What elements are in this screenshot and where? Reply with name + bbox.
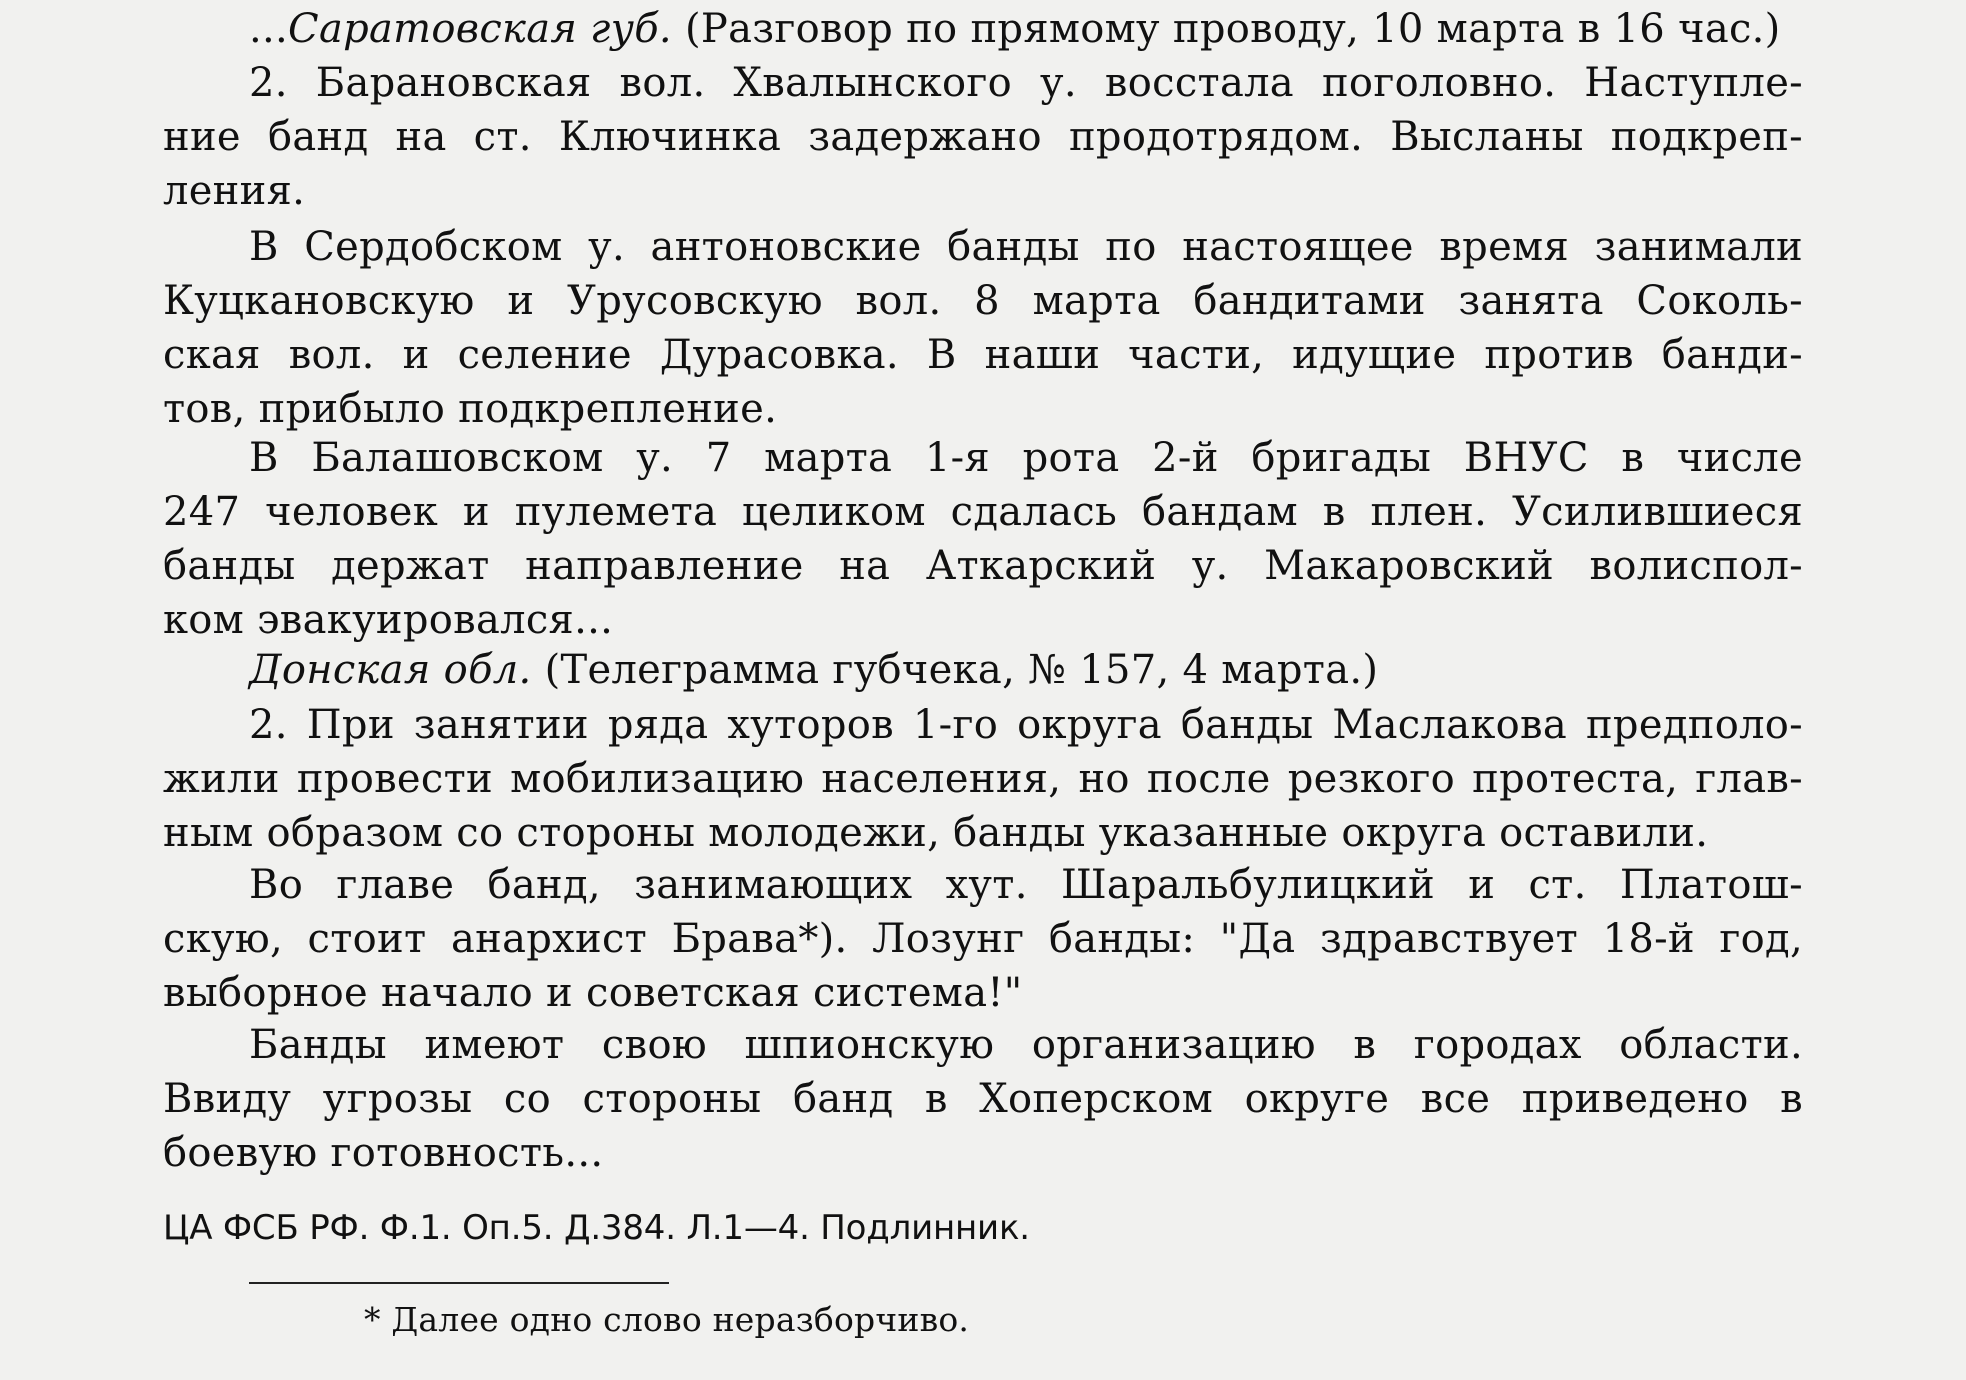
text-line: Куцкановскую и Урусовскую вол. 8 марта бандитами занята Соколь- — [163, 278, 1803, 324]
text-line: Ввиду угрозы со стороны банд в Хоперском округе все приведено в — [163, 1076, 1803, 1122]
text-line: 2. Барановская вол. Хвалынского у. восстала поголовно. Наступле- — [249, 60, 1803, 106]
text-line: Во главе банд, занимающих хут. Шаральбулицкий и ст. Платош- — [249, 862, 1803, 908]
paragraph-1 — [163, 56, 1803, 218]
text-line: ком эвакуировался... — [163, 597, 614, 643]
ellipsis: ... — [249, 6, 289, 52]
paragraph-6 — [163, 858, 1803, 1020]
paragraph-5 — [163, 698, 1803, 860]
archive-source-reference: ЦА ФСБ РФ. Ф.1. Оп.5. Д.384. Л.1—4. Подлинник. — [163, 1208, 1030, 1248]
text-line: банды держат направление на Аткарский у. Макаровский волиспол- — [163, 543, 1803, 589]
source-note: (Разговор по прямому проводу, 10 марта в 16 час.) — [671, 6, 1781, 52]
text-line: боевую готовность... — [163, 1130, 604, 1176]
text-line: скую, стоит анархист Брава*). Лозунг банды: "Да здравствует 18-й год, — [163, 916, 1803, 962]
paragraph-don-heading — [163, 643, 1889, 697]
text-line: В Сердобском у. антоновские банды по настоящее время занимали — [249, 224, 1803, 270]
text-line: жили провести мобилизацию населения, но после резкого протеста, глав- — [163, 756, 1803, 802]
text-line: Банды имеют свою шпионскую организацию в городах области. — [249, 1022, 1803, 1068]
text-line: ным образом со стороны молодежи, банды указанные округа оставили. — [163, 810, 1709, 856]
footnote-separator — [249, 1282, 669, 1284]
region-name-saratov: Саратовская губ. — [288, 6, 672, 52]
footnote: * Далее одно слово неразборчиво. — [364, 1300, 970, 1339]
paragraph-7 — [163, 1018, 1803, 1180]
text-line: В Балашовском у. 7 марта 1-я рота 2-й бригады ВНУС в числе — [249, 435, 1803, 481]
text-line: 2. При занятии ряда хуторов 1-го округа банды Маслакова предполо- — [249, 702, 1803, 748]
text-line: выборное начало и советская система!" — [163, 970, 1023, 1016]
region-name-don: Донская обл. — [249, 647, 532, 693]
text-line — [249, 2, 1889, 56]
paragraph-saratov-heading — [163, 2, 1889, 56]
text-line — [249, 643, 1889, 697]
paragraph-2 — [163, 220, 1803, 436]
paragraph-3 — [163, 431, 1803, 647]
text-line: ления. — [163, 168, 306, 214]
text-line: тов, прибыло подкрепление. — [163, 386, 778, 432]
text-line: ние банд на ст. Ключинка задержано продотрядом. Высланы подкреп- — [163, 114, 1803, 160]
text-line: 247 человек и пулемета целиком сдалась бандам в плен. Усилившиеся — [163, 489, 1803, 535]
source-note: (Телеграмма губчека, № 157, 4 марта.) — [531, 647, 1379, 693]
text-line: ская вол. и селение Дурасовка. В наши части, идущие против банди- — [163, 332, 1803, 378]
